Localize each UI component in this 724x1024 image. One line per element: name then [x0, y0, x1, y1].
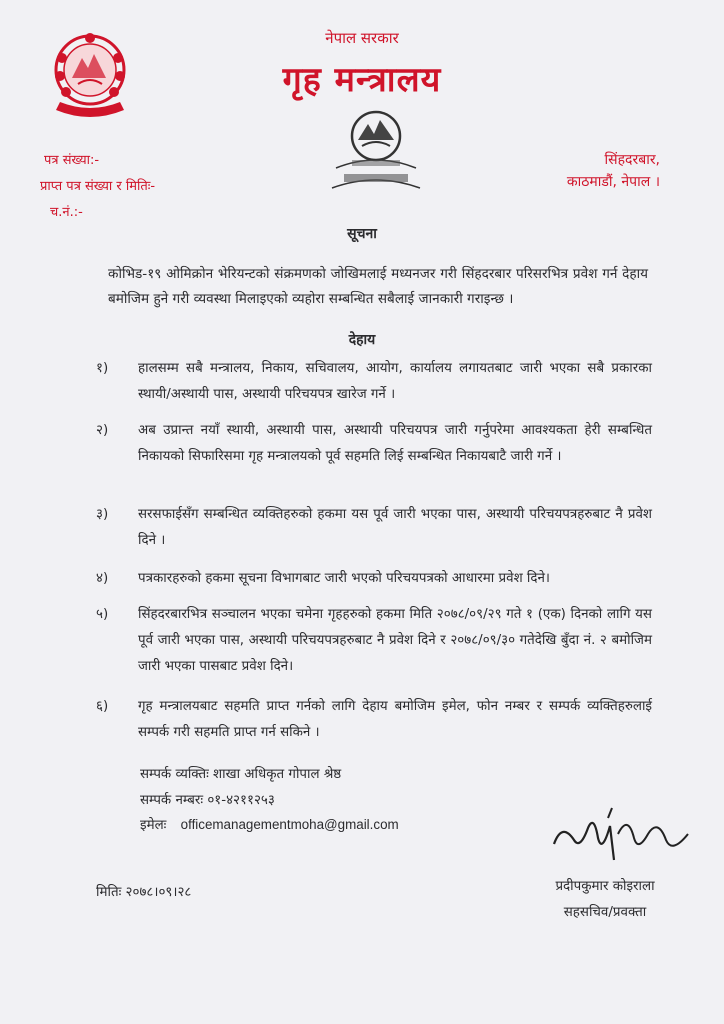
item-text: अब उप्रान्त नयाँ स्थायी, अस्थायी पास, अस्थायी परिचयपत्र जारी गर्नुपरेमा आवश्यकता हेरी सम्बन्धित निकायको सिफारिसमा गृह मन्त्रालयको पूर्व सहमति लिई सम्बन्धित निकायबाटै जारी गर्ने ।: [138, 423, 652, 464]
ministry-title: गृह मन्त्रालय: [282, 60, 442, 100]
ministry-seal-logo: [322, 108, 430, 194]
item-number: २): [96, 423, 109, 438]
received-letter-label: प्राप्त पत्र संख्या र मितिः-: [40, 179, 156, 194]
item-number: ४): [96, 571, 109, 586]
item-text: सिंहदरबारभित्र सञ्चालन भएका चमेना गृहहरुको हकमा मिति २०७८/०९/२९ गते १ (एक) दिनको लागि यस पूर्व जारी भएका पास, अस्थायी परिचयपत्रहरुबाट नै प्रवेश दिने र २०७८/०९/३० गतेदेखि बुँदा नं. २ बमोजिम जारी भएका पासबाट प्रवेश दिने।: [138, 607, 652, 674]
address-line-2: काठमाडौं, नेपाल ।: [566, 174, 660, 190]
item-number: ६): [96, 699, 109, 714]
email-address: officemanagementmoha@gmail.com: [180, 817, 399, 832]
signer-name: प्रदीपकुमार कोइराला: [555, 879, 655, 894]
letter-number-label: पत्र संख्या:-: [44, 153, 100, 168]
dispatch-number-label: च.नं.:-: [50, 205, 83, 220]
handwritten-signature: [548, 804, 698, 874]
signer-title: सहसचिव/प्रवक्ता: [563, 905, 647, 920]
contact-person: सम्पर्क व्यक्तिः शाखा अधिकृत गोपाल श्रेष्ठ: [140, 767, 342, 782]
item-number: ५): [96, 607, 109, 622]
item-text: हालसम्म सबै मन्त्रालय, निकाय, सचिवालय, आयोग, कार्यालय लगायतबाट जारी भएका सबै प्रकारका स्थायी/अस्थायी पास, अस्थायी परिचयपत्र खारेज गर्ने ।: [138, 361, 652, 402]
item-text: गृह मन्त्रालयबाट सहमति प्राप्त गर्नको लागि देहाय बमोजिम इमेल, फोन नम्बर र सम्पर्क व्यक्तिहरुलाई सम्पर्क गरी सहमति प्राप्त गर्न सकिने ।: [138, 699, 652, 740]
government-name: नेपाल सरकार: [325, 29, 399, 47]
notice-title: सूचना: [347, 226, 377, 242]
issue-date: मितिः २०७८।०९।२८: [96, 885, 192, 900]
contact-email-row: [140, 812, 399, 838]
item-number: ३): [96, 507, 109, 522]
item-text: पत्रकारहरुको हकमा सूचना विभागबाट जारी भएको परिचयपत्रको आधारमा प्रवेश दिने।: [138, 571, 551, 586]
subheading: देहाय: [348, 332, 376, 348]
address-line-1: सिंहदरबार,: [604, 152, 660, 168]
notice-intro: कोभिड-१९ ओमिक्रोन भेरियन्टको संक्रमणको जोखिमलाई मध्यनजर गरी सिंहदरबार परिसरभित्र प्रवेश गर्न देहाय बमोजिम हुने गरी व्यवस्था मिलाइएको व्यहोरा सम्बन्धित सबैलाई जानकारी गराइन्छ ।: [108, 266, 648, 307]
item-number: १): [96, 361, 109, 376]
email-label: इमेलः: [140, 818, 167, 833]
item-text: सरसफाईसँग सम्बन्धित व्यक्तिहरुको हकमा यस पूर्व जारी भएका पास, अस्थायी परिचयपत्रहरुबाट नै प्रवेश दिने ।: [138, 507, 652, 548]
contact-phone: सम्पर्क नम्बरः ०१-४२११२५३: [140, 793, 275, 808]
